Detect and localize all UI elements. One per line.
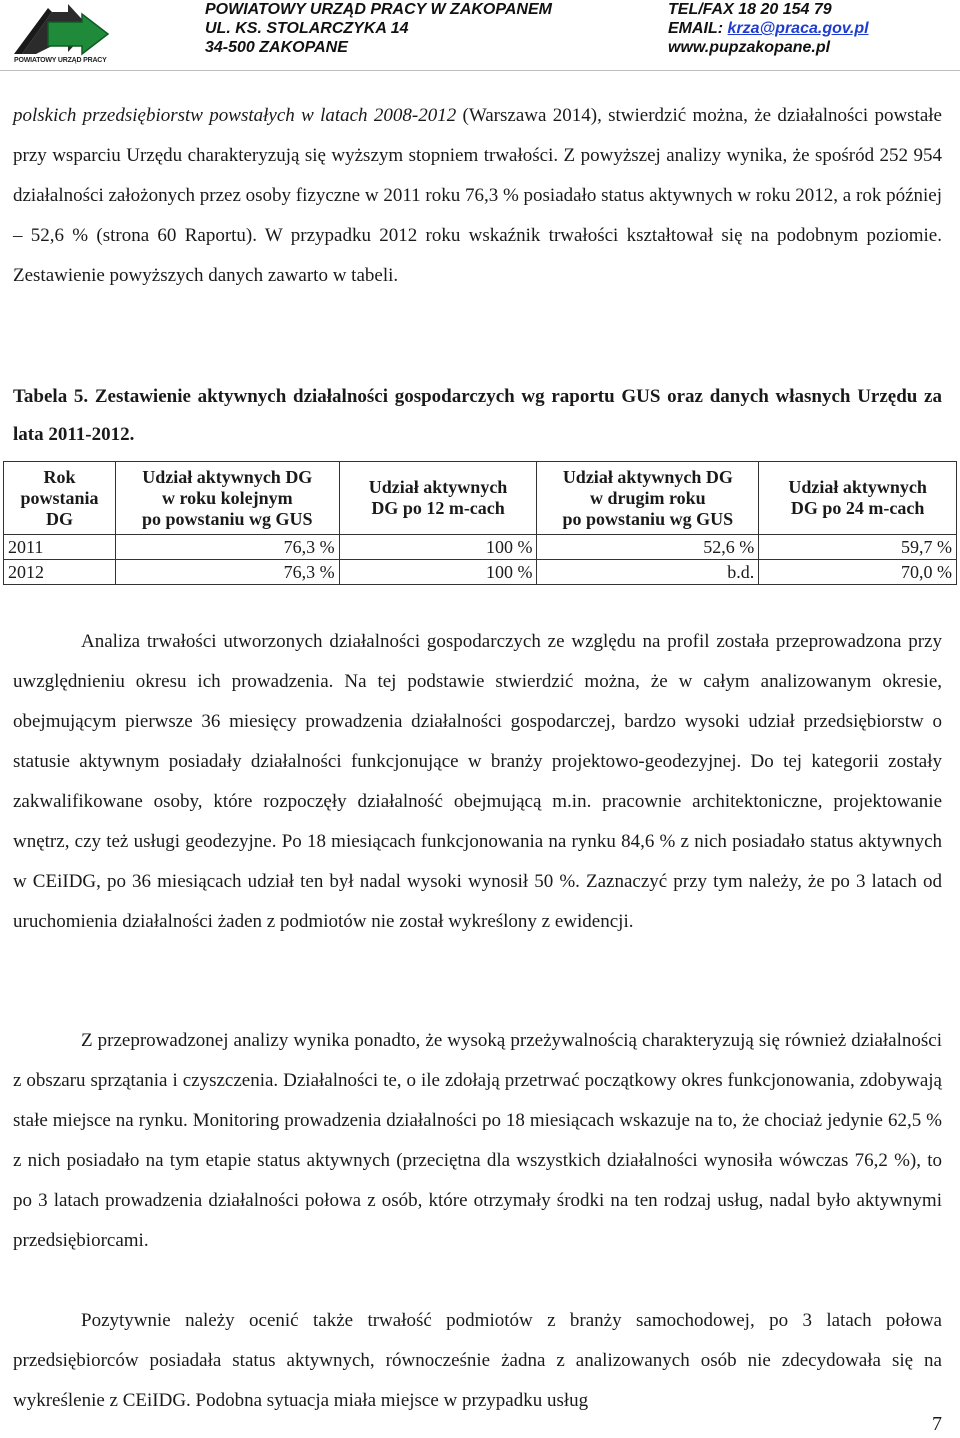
table-row xyxy=(4,535,957,560)
header-line: powstania xyxy=(20,487,99,508)
office-address xyxy=(205,0,552,57)
header-line: DG po 24 m-cach xyxy=(790,498,925,518)
header-24-months xyxy=(759,462,957,535)
page-header xyxy=(0,0,960,72)
table-header-row xyxy=(4,462,957,535)
header-line: Udział aktywnych xyxy=(788,477,927,497)
header-line: DG xyxy=(45,508,73,529)
office-email-line xyxy=(668,19,869,38)
email-link[interactable]: krza@praca.gov.pl xyxy=(727,20,869,37)
paragraph-1 xyxy=(13,96,942,296)
header-divider xyxy=(0,70,960,71)
paragraph-4 xyxy=(13,1301,942,1421)
header-line: w roku kolejnym xyxy=(161,487,293,508)
header-line: Udział aktywnych xyxy=(368,477,508,497)
office-contact xyxy=(668,0,869,57)
office-street: UL. KS. STOLARCZYKA 14 xyxy=(205,20,409,37)
paragraph-2 xyxy=(13,622,942,942)
header-gus-second-year xyxy=(537,462,759,535)
office-website[interactable]: www.pupzakopane.pl xyxy=(668,39,831,56)
table-cell: 52,6 % xyxy=(537,535,759,560)
table-cell: 2012 xyxy=(4,560,116,585)
logo-arrow-icon xyxy=(8,2,116,58)
header-line: po powstaniu wg GUS xyxy=(142,508,313,529)
table-cell: 76,3 % xyxy=(115,535,339,560)
header-line: w drugim roku xyxy=(589,487,706,508)
table-caption: Tabela 5. Zestawienie aktywnych działalności gospodarczych wg raportu GUS oraz danych własnych Urzędu za lata 2011-2012. xyxy=(13,386,942,445)
report-title-italic: polskich przedsiębiorstw powstałych w latach 2008-2012 xyxy=(13,105,457,126)
table-cell: b.d. xyxy=(537,560,759,585)
paragraph-4-text: Pozytywnie należy ocenić także trwałość podmiotów z branży samochodowej, po 3 latach połowa przedsiębiorców posiadała status aktywnych, równocześnie żadna z analizowanych osób nie zdecydowała się na wykreślenie z CEiIDG. Podobna sytuacja miała miejsce w przypadku usług xyxy=(13,1310,942,1411)
table-cell: 70,0 % xyxy=(759,560,957,585)
office-city: 34-500 ZAKOPANE xyxy=(205,39,348,56)
paragraph-1-text: (Warszawa 2014), stwierdzić można, że działalności powstałe przy wsparciu Urzędu charakteryzują się wyższym stopniem trwałości. Z powyższej analizy wynika, że spośród 252 954 działalności założonych przez osoby fizyczne w 2011 roku 76,3 % posiadało status aktywnych w roku 2012, a rok później – 52,6 % (strona 60 Raportu). W przypadku 2012 roku wskaźnik trwałości kształtował się na podobnym poziomie. Zestawienie powyższych danych zawarto w tabeli. xyxy=(13,105,942,286)
table-cell: 76,3 % xyxy=(115,560,339,585)
header-line: Udział aktywnych DG xyxy=(562,466,733,487)
header-year xyxy=(4,462,116,535)
email-label: EMAIL: xyxy=(668,20,728,37)
header-line: DG po 12 m-cach xyxy=(371,498,505,518)
header-line: Udział aktywnych DG xyxy=(142,466,313,487)
header-12-months xyxy=(339,462,537,535)
pup-logo xyxy=(8,2,116,66)
paragraph-2-text: Analiza trwałości utworzonych działalności gospodarczych ze względu na profil została przeprowadzona przy uwzględnieniu okresu ich prowadzenia. Na tej podstawie stwierdzić można, że w całym analizowanym okresie, obejmującym pierwsze 36 miesięcy prowadzenia działalności gospodarczej, bardzo wysoki udział przedsiębiorstw o statusie aktywnym posiadały działalności funkcjonujące w branży projektowo-geodezyjnej. Do tej kategorii zostały zakwalifikowane osoby, które rozpoczęły działalność obejmującą m.in. pracownie architektoniczne, projektowanie wnętrz, czy też usługi geodezyjne. Po 18 miesiącach funkcjonowania na rynku 84,6 % z nich posiadało status aktywnych w CEiIDG, po 36 miesiącach udział ten był nadal wysoki wynosił 50 %. Zaznaczyć przy tym należy, że po 3 latach od uruchomienia działalności żaden z podmiotów nie został wykreślony z ewidencji. xyxy=(13,631,942,932)
header-line: po powstaniu wg GUS xyxy=(562,508,734,529)
office-name: POWIATOWY URZĄD PRACY W ZAKOPANEM xyxy=(205,1,552,18)
table-cell: 100 % xyxy=(339,560,537,585)
table-cell: 100 % xyxy=(339,535,537,560)
table-cell: 2011 xyxy=(4,535,116,560)
logo-caption: POWIATOWY URZĄD PRACY xyxy=(14,57,107,64)
page-number: 7 xyxy=(932,1413,942,1435)
activity-table xyxy=(3,461,957,585)
table-row xyxy=(4,560,957,585)
office-phone: TEL/FAX 18 20 154 79 xyxy=(668,1,832,18)
paragraph-3 xyxy=(13,1021,942,1261)
table-cell: 59,7 % xyxy=(759,535,957,560)
header-line: Rok xyxy=(43,466,76,487)
paragraph-3-text: Z przeprowadzonej analizy wynika ponadto, że wysoką przeżywalnością charakteryzują się również działalności z obszaru sprzątania i czyszczenia. Działalności te, o ile zdołają przetrwać początkowy okres funkcjonowania, zdobywają stałe miejsce na rynku. Monitoring prowadzenia działalności po 18 miesiącach wskazuje na to, że chociaż jedynie 62,5 % z nich posiadało na tym etapie status aktywnych (przeciętna dla wszystkich działalności wynosiła wówczas 76,2 %), to po 3 latach prowadzenia działalności połowa z osób, które otrzymały środki na ten rodzaj usług, nadal było aktywnymi przedsiębiorcami. xyxy=(13,1030,942,1251)
header-gus-first-year xyxy=(115,462,339,535)
